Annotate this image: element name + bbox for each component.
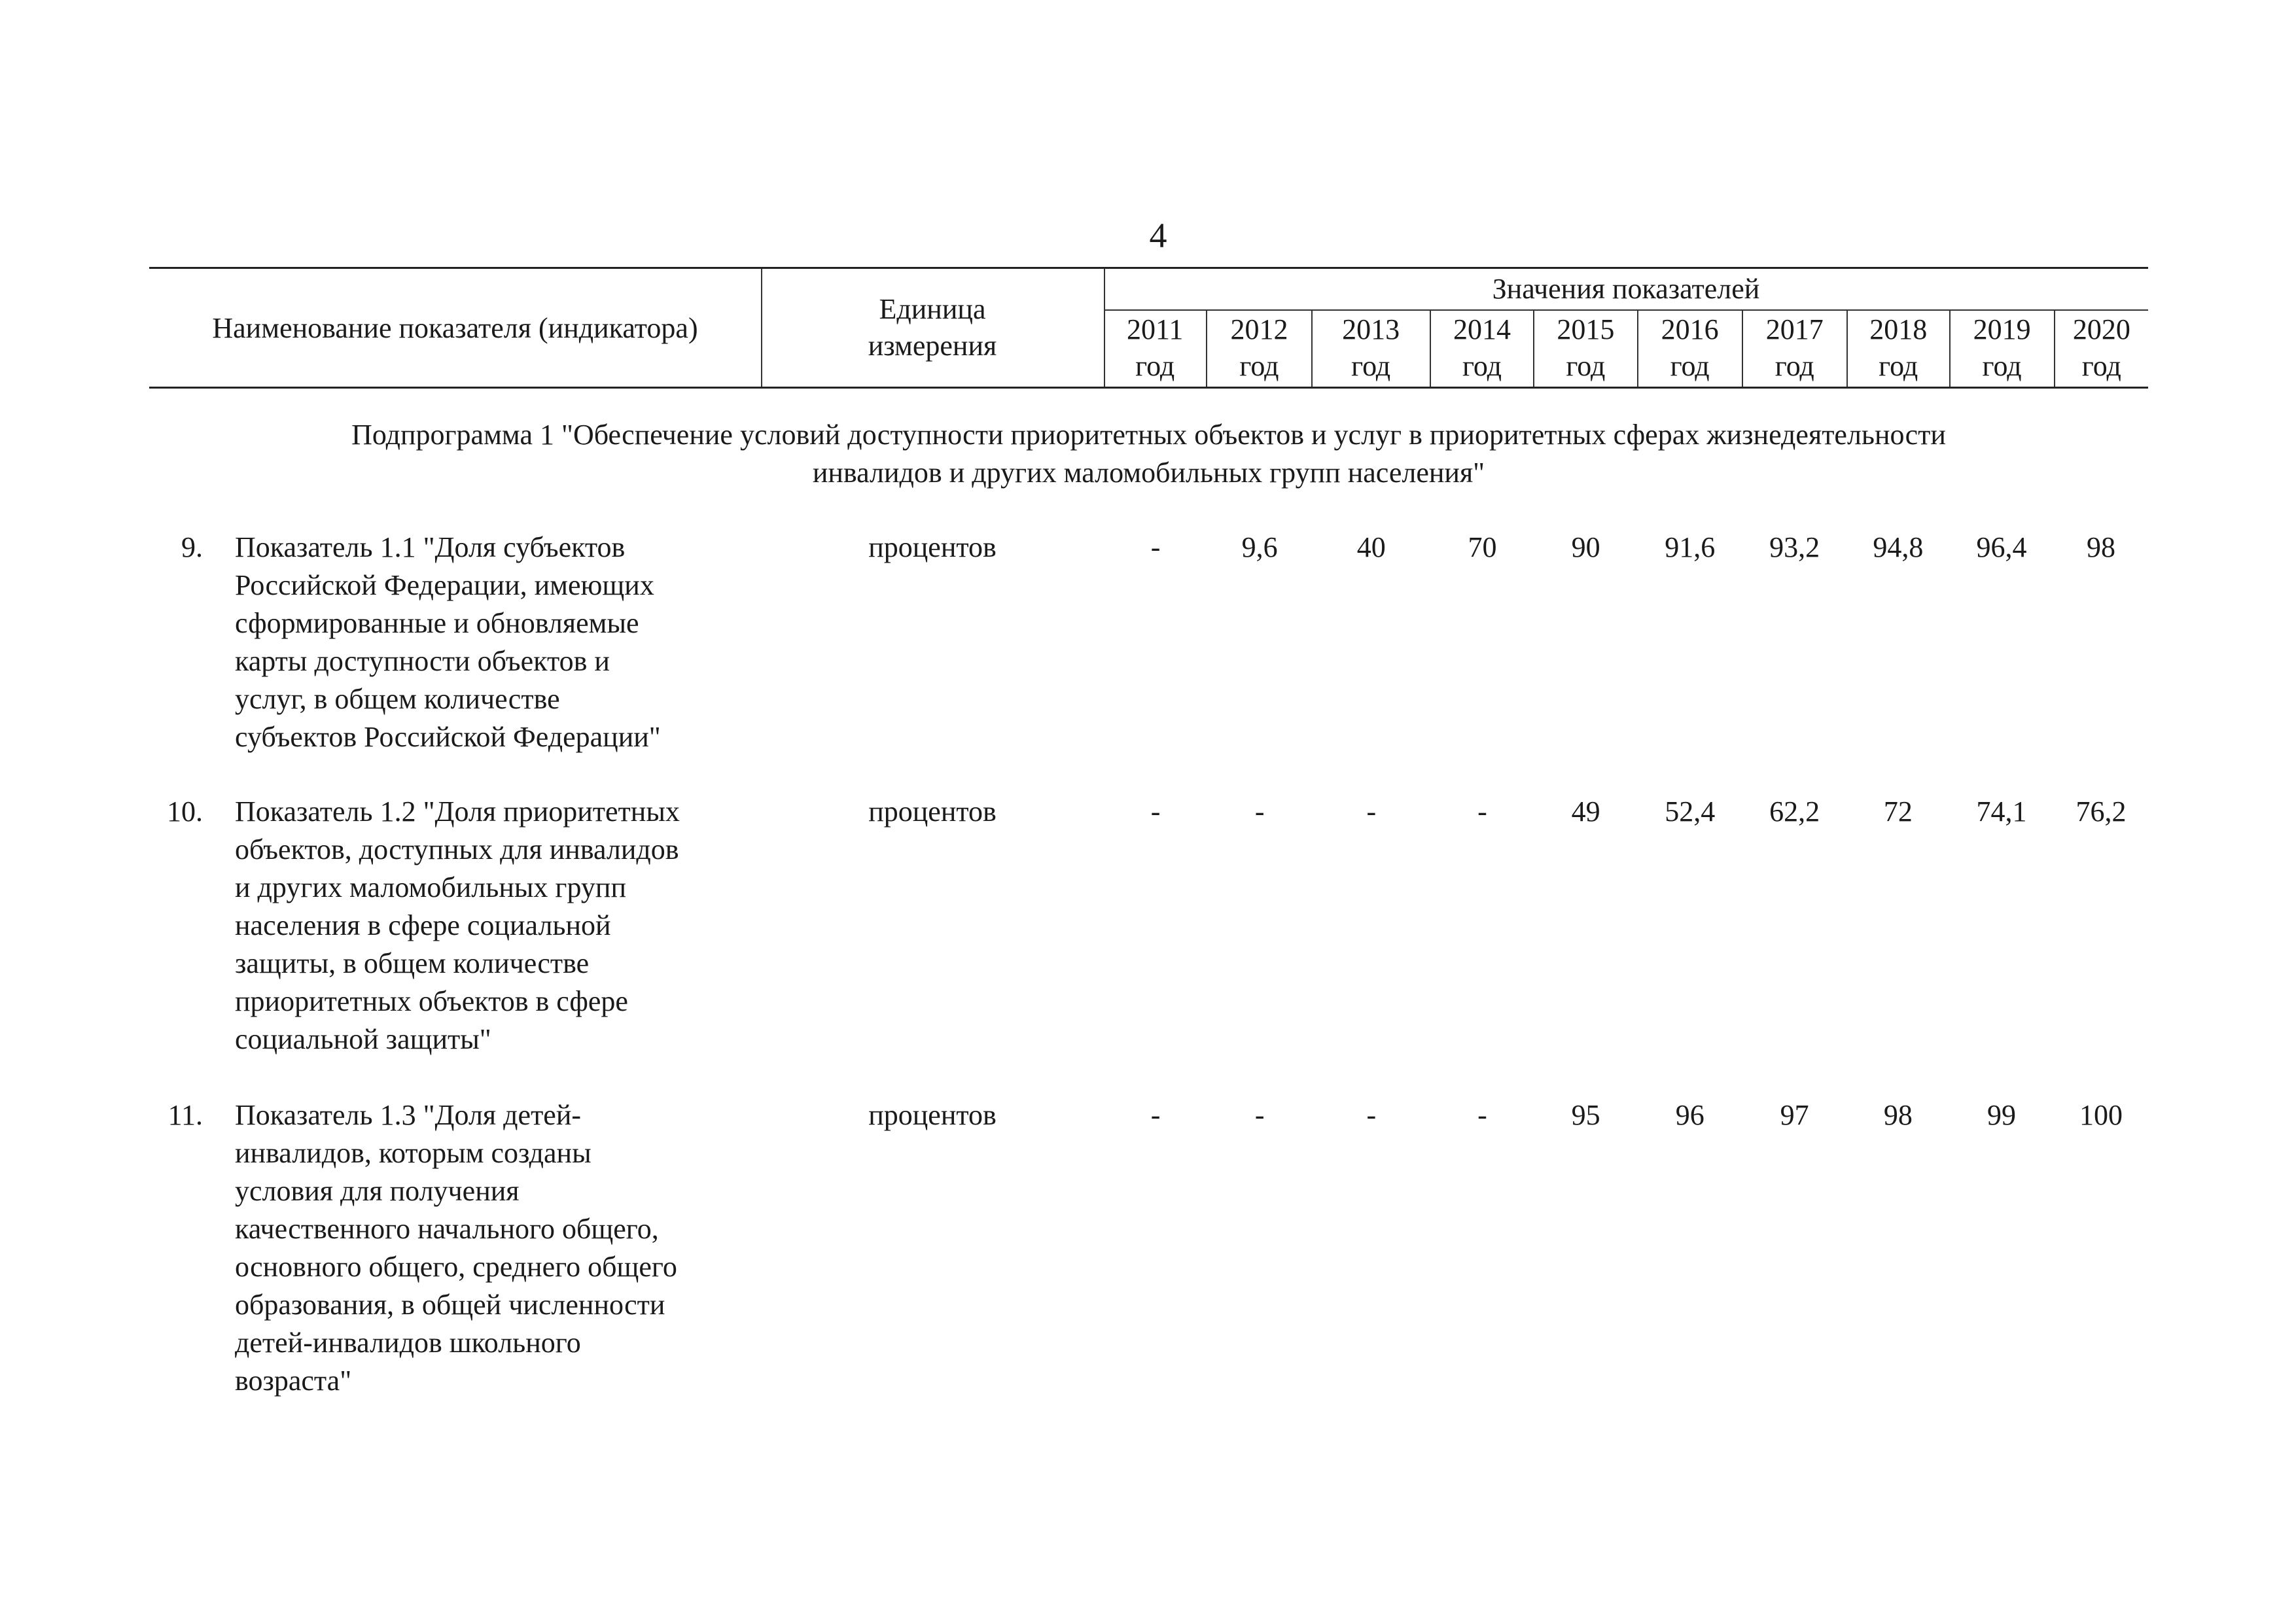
indicator-name-line: сформированные и обновляемые: [235, 607, 639, 639]
header-year-number: 2020: [2072, 313, 2130, 345]
indicator-name-line: инвалидов, которым созданы: [235, 1137, 592, 1169]
value-2019: 96,4: [1976, 531, 2027, 563]
header-year-suffix: год: [2081, 350, 2121, 382]
header-year-number: 2012: [1230, 313, 1288, 345]
row-indicator-name: [235, 529, 752, 756]
header-year-number: 2015: [1557, 313, 1615, 345]
subprogram-line2: инвалидов и других маломобильных групп населения": [812, 457, 1485, 489]
header-indicator-name: Наименование показателя (индикатора): [149, 269, 762, 387]
value-2015: 49: [1571, 795, 1600, 828]
header-year-suffix: год: [1135, 350, 1175, 382]
indicator-name-line: возраста": [235, 1365, 352, 1397]
value-2015: 95: [1571, 1099, 1600, 1131]
header-year-suffix: год: [1351, 350, 1391, 382]
indicator-name-line: Показатель 1.1 "Доля субъектов: [235, 531, 626, 563]
header-year-suffix: год: [1462, 350, 1502, 382]
value-2016: 52,4: [1665, 795, 1716, 828]
header-unit-line2: измерения: [868, 330, 997, 362]
value-2018: 98: [1883, 1099, 1913, 1131]
row-number: 11.: [168, 1099, 203, 1131]
value-2016: 91,6: [1665, 531, 1716, 563]
indicator-name-line: объектов, доступных для инвалидов: [235, 833, 679, 865]
indicator-name-line: основного общего, среднего общего: [235, 1251, 677, 1283]
indicator-name-line: образования, в общей численности: [235, 1289, 665, 1321]
header-year-number: 2017: [1765, 313, 1824, 345]
value-2019: 74,1: [1976, 795, 2027, 828]
value-2020: 98: [2086, 531, 2115, 563]
value-2019: 99: [1987, 1099, 2017, 1131]
value-2020: 76,2: [2075, 795, 2127, 828]
value-2011: -: [1150, 1099, 1161, 1131]
indicator-name-line: и других маломобильных групп: [235, 871, 626, 903]
row-number: 9.: [181, 531, 203, 563]
indicator-name-line: Российской Федерации, имеющих: [235, 569, 654, 601]
value-2011: -: [1150, 531, 1161, 563]
header-unit: [761, 269, 1105, 387]
header-year-2012: [1206, 309, 1311, 387]
header-values-title: Значения показателей: [1104, 269, 2148, 311]
value-2012: -: [1254, 795, 1265, 828]
header-year-number: 2019: [1973, 313, 2031, 345]
subprogram-line1: Подпрограмма 1 "Обеспечение условий доступности приоритетных объектов и услуг в приоритетных сферах жизнедеятельности: [351, 419, 1946, 451]
header-year-number: 2018: [1869, 313, 1928, 345]
value-2014: -: [1477, 1099, 1487, 1131]
header-year-2014: [1430, 309, 1533, 387]
value-2018: 72: [1883, 795, 1913, 828]
indicator-name-line: приоритетных объектов в сфере: [235, 985, 628, 1017]
header-year-suffix: год: [1239, 350, 1279, 382]
indicator-name-line: защиты, в общем количестве: [235, 947, 590, 979]
value-2012: -: [1254, 1099, 1265, 1131]
value-2013: -: [1366, 1099, 1377, 1131]
indicator-name-line: субъектов Российской Федерации": [235, 721, 661, 753]
header-year-suffix: год: [1775, 350, 1814, 382]
value-2020: 100: [2079, 1099, 2123, 1131]
row-indicator-name: [235, 1096, 752, 1400]
value-2017: 93,2: [1769, 531, 1820, 563]
indicator-name-line: населения в сфере социальной: [235, 909, 611, 941]
row-values: [1104, 793, 2148, 831]
subprogram-title: [149, 416, 2148, 492]
header-year-number: 2011: [1127, 313, 1184, 345]
table-header: [149, 267, 2148, 389]
row-values: [1104, 529, 2148, 567]
row-unit: процентов: [868, 795, 997, 828]
header-year-number: 2016: [1661, 313, 1719, 345]
row-values: [1104, 1096, 2148, 1134]
header-year-2020: [2054, 309, 2148, 387]
indicator-name-line: детей-инвалидов школьного: [235, 1327, 581, 1359]
header-year-2013: [1311, 309, 1430, 387]
header-year-2019: [1949, 309, 2054, 387]
value-2015: 90: [1571, 531, 1600, 563]
header-year-2016: [1637, 309, 1742, 387]
header-year-suffix: год: [1566, 350, 1606, 382]
header-year-suffix: год: [1982, 350, 2022, 382]
value-2017: 97: [1780, 1099, 1809, 1131]
indicator-name-line: карты доступности объектов и: [235, 645, 610, 677]
header-year-2017: [1742, 309, 1846, 387]
indicator-name-line: Показатель 1.3 "Доля детей-: [235, 1099, 582, 1131]
header-years: [1104, 309, 2148, 387]
value-2013: 40: [1356, 531, 1386, 563]
page-number: 4: [1149, 216, 1167, 255]
value-2012: 9,6: [1241, 531, 1278, 563]
value-2011: -: [1150, 795, 1161, 828]
value-2013: -: [1366, 795, 1377, 828]
header-year-2011: [1104, 309, 1206, 387]
indicator-name-line: Показатель 1.2 "Доля приоритетных: [235, 795, 680, 828]
indicator-name-line: услуг, в общем количестве: [235, 683, 560, 715]
header-year-number: 2014: [1453, 313, 1511, 345]
header-year-suffix: год: [1670, 350, 1710, 382]
row-number: 10.: [167, 795, 203, 828]
value-2016: 96: [1675, 1099, 1704, 1131]
value-2018: 94,8: [1873, 531, 1924, 563]
row-unit: процентов: [868, 1099, 997, 1131]
value-2014: -: [1477, 795, 1487, 828]
value-2014: 70: [1468, 531, 1497, 563]
header-unit-line1: Единица: [879, 293, 986, 325]
indicator-name-line: качественного начального общего,: [235, 1213, 659, 1245]
row-unit: процентов: [868, 531, 997, 563]
indicator-name-line: социальной защиты": [235, 1023, 491, 1055]
header-year-2018: [1846, 309, 1949, 387]
value-2017: 62,2: [1769, 795, 1820, 828]
header-year-suffix: год: [1879, 350, 1918, 382]
header-year-2015: [1533, 309, 1636, 387]
header-year-number: 2013: [1342, 313, 1400, 345]
row-indicator-name: [235, 793, 752, 1058]
indicator-name-line: условия для получения: [235, 1175, 520, 1207]
